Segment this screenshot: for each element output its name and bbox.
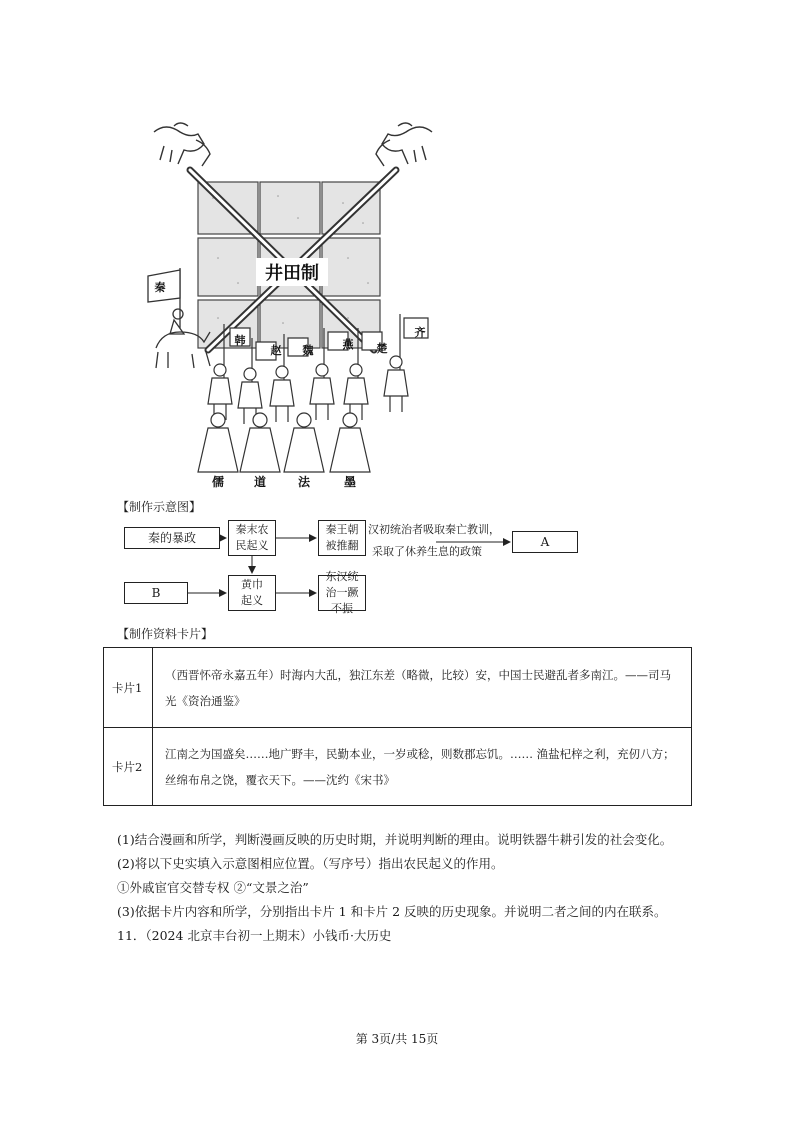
school-daoist: 道 <box>253 475 267 489</box>
question-2-options: ①外戚宦官交替专权 ②“文景之治” <box>117 880 309 895</box>
card-2-text: 江南之为国盛矣……地广野丰，民勤本业，一岁或稔，则数郡忘饥。…… 渔盐杞梓之利，充仞八方；丝绵布帛之饶，覆衣天下。——沈约《宋书》 <box>153 728 692 806</box>
source-cards-table <box>103 647 692 806</box>
box-a: A <box>512 531 578 553</box>
well-field-label: 井田制 <box>265 263 319 284</box>
box-yellow-turban: 黄巾起义 <box>228 575 276 611</box>
box-eastern-han: 东汉统治一蹶不振 <box>318 575 366 611</box>
school-mohist: 墨 <box>343 475 357 489</box>
cards-section-label: 【制作资料卡片】 <box>117 627 214 641</box>
card-2-label: 卡片2 <box>104 728 153 806</box>
card-1-label: 卡片1 <box>104 648 153 728</box>
flag-wei: 魏 <box>302 344 314 357</box>
school-legalist: 法 <box>297 475 311 489</box>
page-footer: 第 3页/共 15页 <box>355 1032 439 1046</box>
box-qin-tyranny: 秦的暴政 <box>124 527 220 549</box>
card-row-1 <box>104 648 692 728</box>
question-11-heading: 11．（2024 北京丰台初一上期末）小钱币·大历史 <box>117 928 392 943</box>
school-confucian: 儒 <box>211 475 225 489</box>
diagram-section-label: 【制作示意图】 <box>117 500 202 514</box>
card-1-text: （西晋怀帝永嘉五年）时海内大乱，独江东差（略微，比较）安，中国士民避乱者多南江。——司马光《资治通鉴》 <box>153 648 692 728</box>
question-1: (1)结合漫画和所学，判断漫画反映的历史时期，并说明判断的理由。说明铁器牛耕引发的社会变化。 <box>117 832 673 847</box>
question-3: (3)依据卡片内容和所学，分别指出卡片 1 和卡片 2 反映的历史现象。并说明二者之间的内在联系。 <box>117 904 667 919</box>
note-line-2: 采取了休养生息的政策 <box>372 545 482 558</box>
card-row-2 <box>104 728 692 806</box>
question-2: (2)将以下史实填入示意图相应位置。（写序号）指出农民起义的作用。 <box>117 856 504 871</box>
flag-chu: 楚 <box>376 342 388 355</box>
flag-qin: 秦 <box>154 281 166 294</box>
box-qin-overthrown: 秦王朝被推翻 <box>318 520 366 556</box>
flag-yan: 燕 <box>342 338 354 351</box>
flag-qi: 齐 <box>414 326 426 339</box>
flag-han: 韩 <box>234 334 246 347</box>
flag-zhao: 赵 <box>270 344 282 357</box>
note-line-1: 汉初统治者吸取秦亡教训， <box>368 523 500 536</box>
box-b: B <box>124 582 188 604</box>
box-late-qin-uprising: 秦末农民起义 <box>228 520 276 556</box>
